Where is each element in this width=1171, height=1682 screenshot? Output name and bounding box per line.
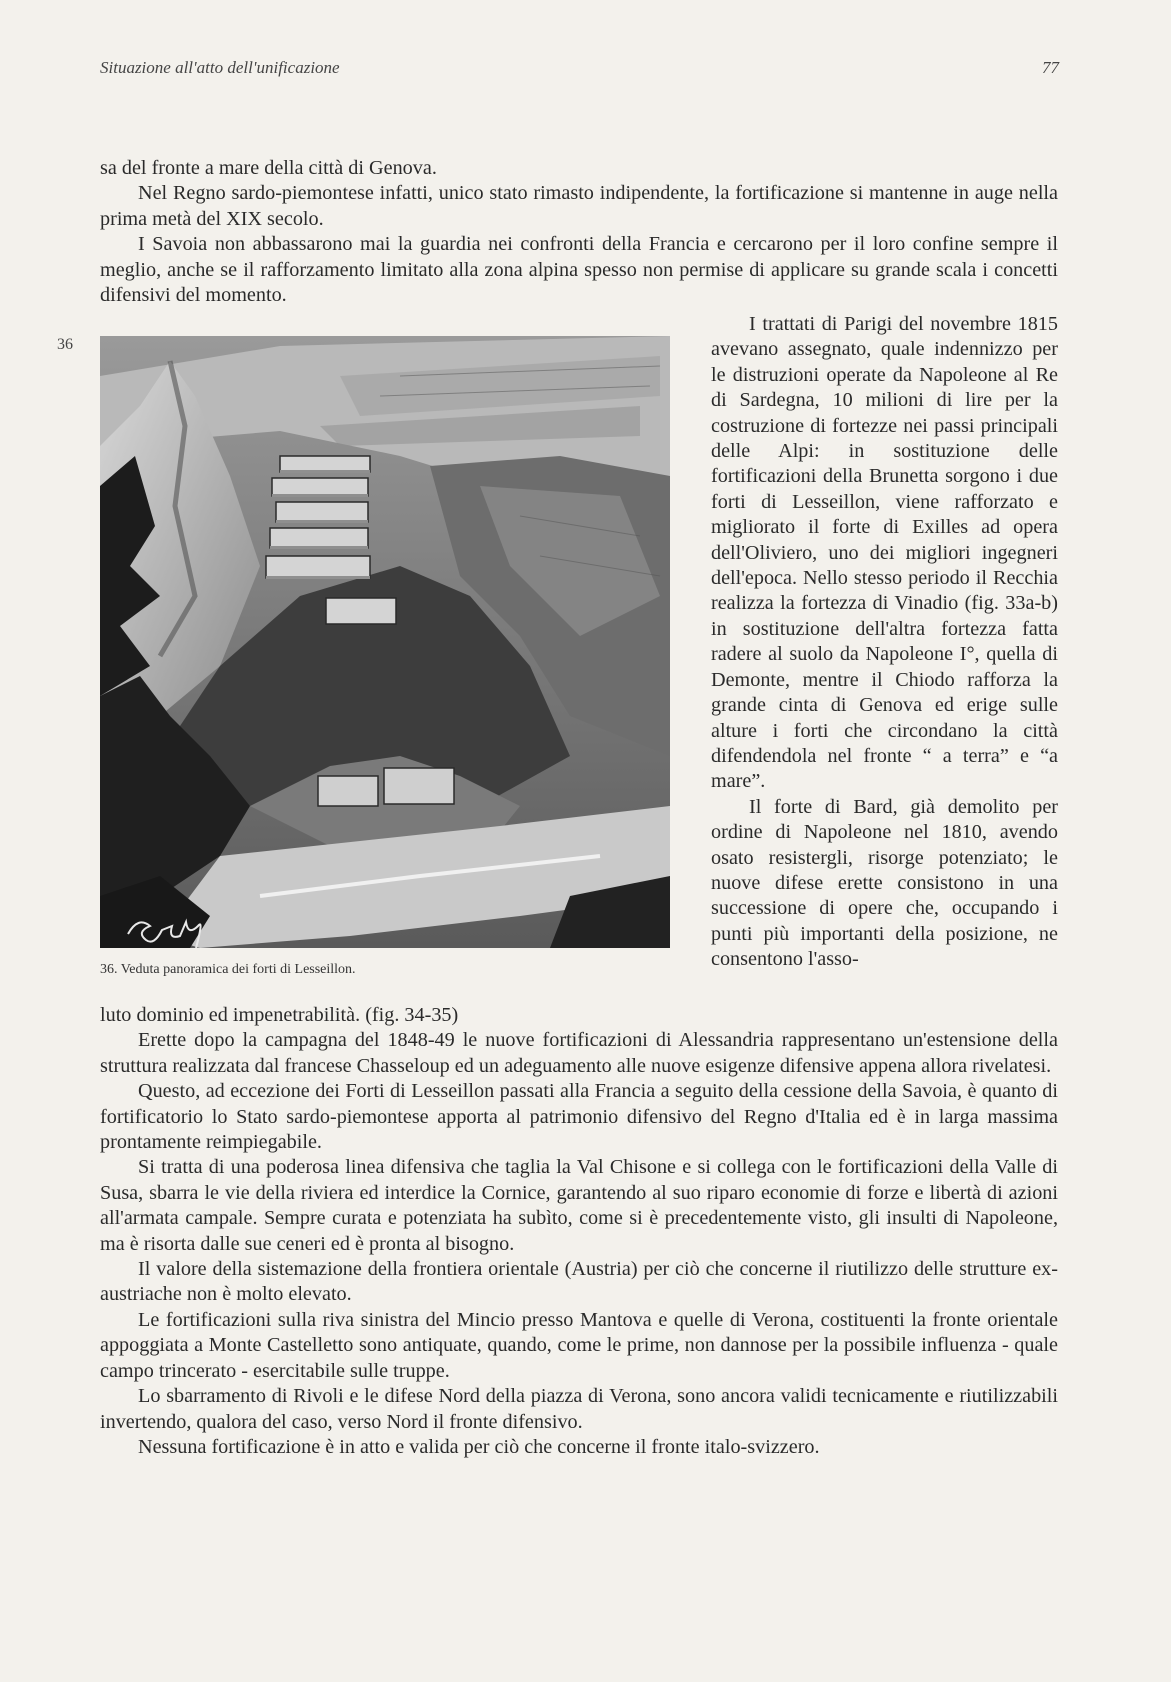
side-text-column [711,312,1058,973]
paragraph: luto dominio ed impenetrabilità. (fig. 34-35) [100,1004,459,1026]
paragraph: Nessuna fortificazione è in atto e valida per ciò che concerne il fronte italo-svizzero. [138,1435,820,1458]
paragraph: Il valore della sistemazione della frontiera orientale (Austria) per ciò che concerne il riutilizzo delle strutture ex-austriache non è molto elevato. [100,1258,1058,1306]
paragraph: Nel Regno sardo-piemontese infatti, unico stato rimasto indipendente, la fortificazione si mantenne in auge nella prima metà del XIX secolo. [100,182,1058,230]
paragraph: sa del fronte a mare della città di Genova. [100,157,437,179]
page-number: 77 [1042,58,1059,77]
figure-photo [100,336,670,948]
paragraph: Il forte di Bard, già demolito per ordine di Napoleone nel 1810, avendo osato resistergli, risorge potenziato; le nuove difese erette consistono in una successione di opere che, occupando i punti più importanti della posizione, ne consentono l'asso- [711,795,1058,971]
running-header [100,58,1059,86]
running-title: Situazione all'atto dell'unificazione [100,58,340,77]
paragraph: Lo sbarramento di Rivoli e le difese Nord della piazza di Verona, sono ancora validi tecnicamente e riutilizzabili invertendo, qualora del caso, verso Nord il fronte difensivo. [100,1385,1058,1433]
figure-margin-number: 36 [57,336,73,353]
figure-caption: 36. Veduta panoramica dei forti di Lesseillon. [100,962,356,977]
paragraph: Questo, ad eccezione dei Forti di Lesseillon passati alla Francia a seguito della cessione della Savoia, è quanto di fortificatorio lo Stato sardo-piemontese apporta al patrimonio difensivo del Regno d'Italia ed è in larga massima prontamente reimpiegabile. [100,1080,1058,1154]
paragraph: Erette dopo la campagna del 1848-49 le nuove fortificazioni di Alessandria rappresentano un'estensione della struttura realizzata dal francese Chasseloup ed un adeguamento alle nuove esigenze difensive appena allora rivelatesi. [100,1029,1058,1077]
top-text-block [100,156,1058,308]
paragraph: I Savoia non abbassarono mai la guardia nei confronti della Francia e cercarono per il loro confine sempre il meglio, anche se il rafforzamento limitato alla zona alpina spesso non permise di applicare su grande scala i concetti difensivi del momento. [100,233,1058,307]
paragraph: Si tratta di una poderosa linea difensiva che taglia la Val Chisone e si collega con le fortificazioni della Valle di Susa, sbarra le vie della riviera ed interdice la Cornice, garantendo al suo riparo economie di forze e libertà di azioni all'armata campale. Sempre curata e potenziata ha subìto, come si è precedentemente visto, gli insulti di Napoleone, ma è risorta dalle sue ceneri ed è pronta al bisogno. [100,1156,1058,1255]
photo-drawing [100,336,670,948]
paragraph: Le fortificazioni sulla riva sinistra del Mincio presso Mantova e quelle di Verona, costituenti la fronte orientale appoggiata a Monte Castelletto sono antiquate, quando, come le prime, non dannose per la possibile influenza - quale campo trincerato - esercitabile sulle truppe. [100,1308,1058,1382]
paragraph: I trattati di Parigi del novembre 1815 avevano assegnato, quale indennizzo per le distruzioni operate da Napoleone al Re di Sardegna, 10 milioni di lire per la costruzione di fortezze nei passi principali delle Alpi: in sostituzione delle fortificazioni della Brunetta sorgono i due forti di Lesseillon, viene rafforzato e migliorato il forte di Exilles ad opera dell'Oliviero, uno dei migliori ingegneri dell'epoca. Nello stesso periodo il Recchia realizza la fortezza di Vinadio (fig. 33a-b) in sostituzione dell'altra fortezza fatta radere al suolo da Napoleone I°, quella di Demonte, mentre il Chiodo rafforza la grande cinta di Genova ed erige sulle alture i forti che circondano la città difendendola nel fronte “ a terra” e “a mare”. [711,313,1058,793]
bottom-text-block [100,1003,1058,1460]
